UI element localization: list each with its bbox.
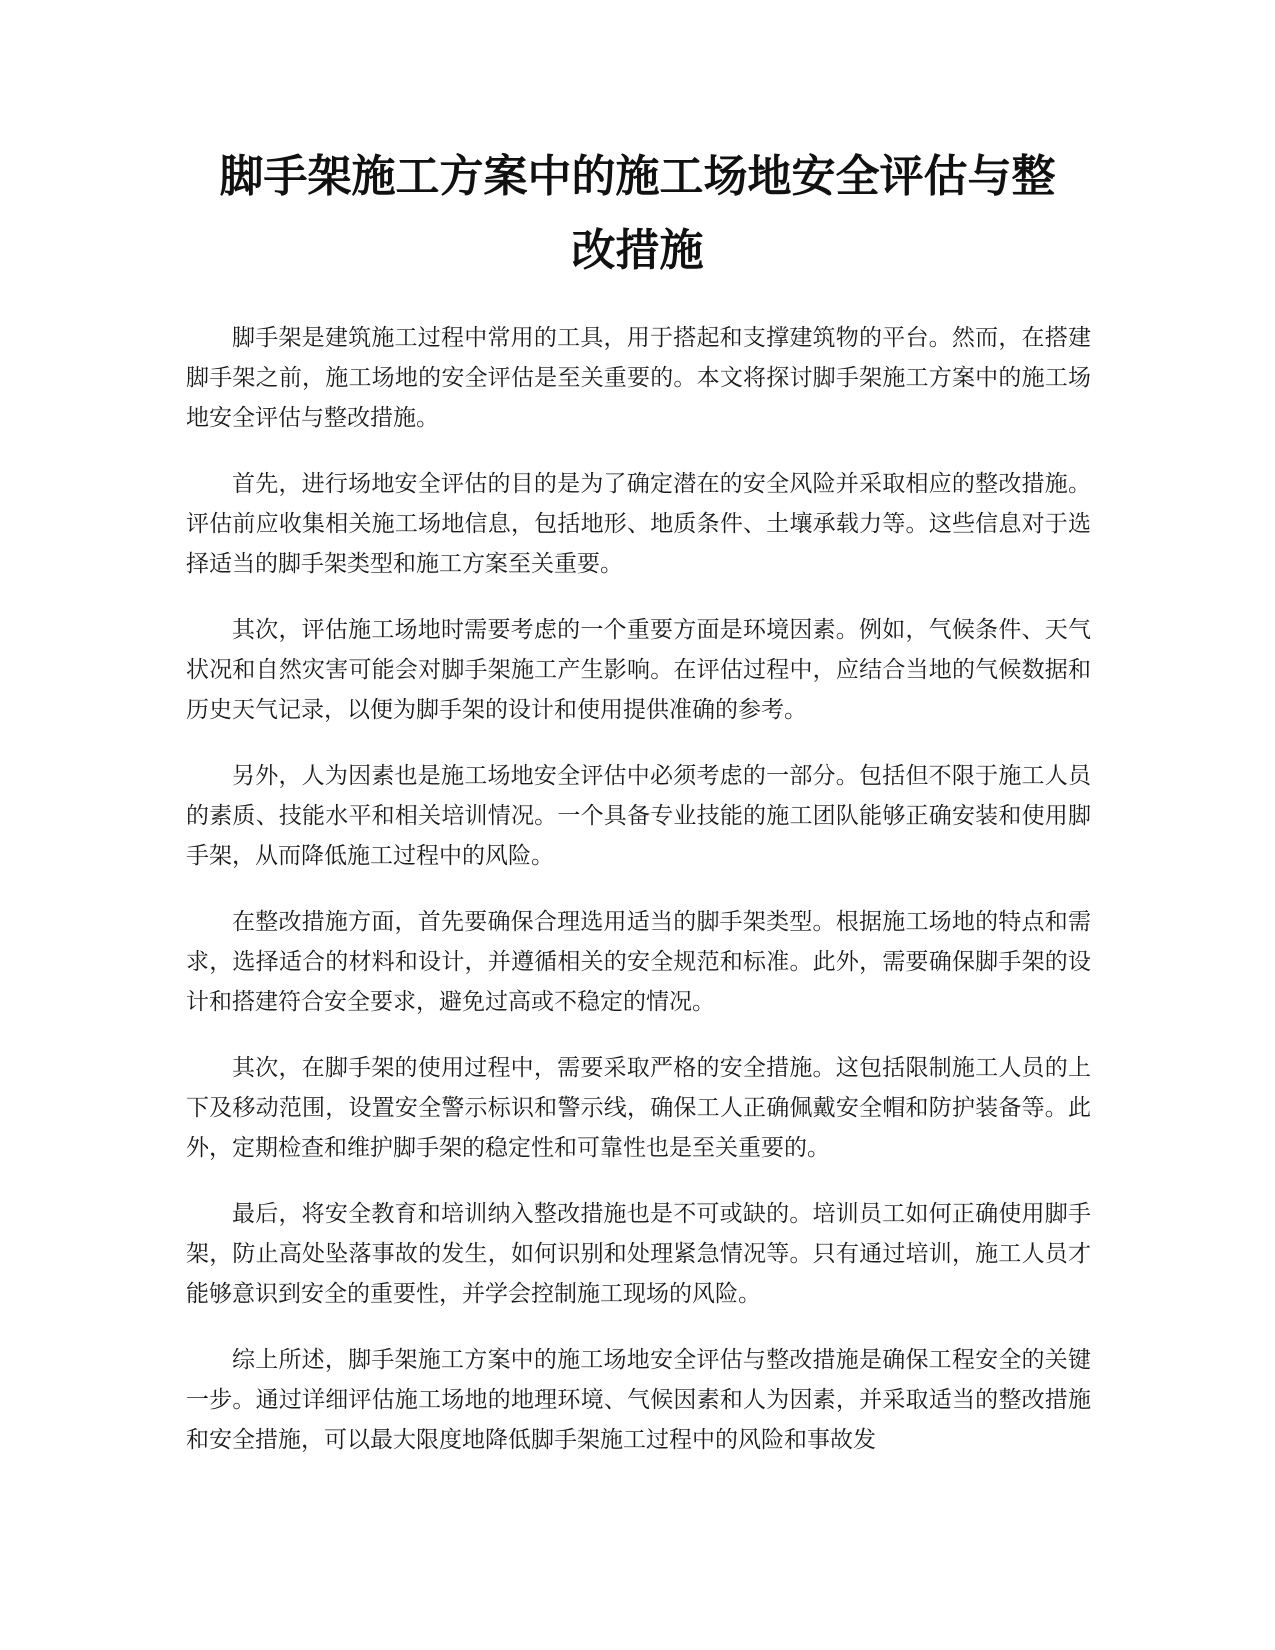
- paragraph-purpose: 首先，进行场地安全评估的目的是为了确定潜在的安全风险并采取相应的整改措施。评估前应收集相关施工场地信息，包括地形、地质条件、土壤承载力等。这些信息对于选择适当的脚手架类型和施工方案至关重要。: [186, 471, 1091, 577]
- document-title-line-1: 脚手架施工方案中的施工场地安全评估与整: [219, 151, 1056, 202]
- paragraph-scaffold-selection: 在整改措施方面，首先要确保合理选用适当的脚手架类型。根据施工场地的特点和需求，选择适合的材料和设计，并遵循相关的安全规范和标准。此外，需要确保脚手架的设计和搭建符合安全要求，避免过高或不稳定的情况。: [186, 909, 1091, 1015]
- document-body: [186, 318, 1091, 1486]
- paragraph-safety-measures: 其次，在脚手架的使用过程中，需要采取严格的安全措施。这包括限制施工人员的上下及移动范围，设置安全警示标识和警示线，确保工人正确佩戴安全帽和防护装备等。此外，定期检查和维护脚手架的稳定性和可靠性也是至关重要的。: [186, 1055, 1091, 1161]
- document-title-line-2: 改措施: [571, 225, 704, 276]
- paragraph-environment: 其次，评估施工场地时需要考虑的一个重要方面是环境因素。例如，气候条件、天气状况和自然灾害可能会对脚手架施工产生影响。在评估过程中，应结合当地的气候数据和历史天气记录，以便为脚手架的设计和使用提供准确的参考。: [186, 617, 1091, 723]
- paragraph-training: 最后，将安全教育和培训纳入整改措施也是不可或缺的。培训员工如何正确使用脚手架，防止高处坠落事故的发生，如何识别和处理紧急情况等。只有通过培训，施工人员才能够意识到安全的重要性，并学会控制施工现场的风险。: [186, 1201, 1091, 1307]
- document-title: [170, 140, 1105, 288]
- paragraph-conclusion: 综上所述，脚手架施工方案中的施工场地安全评估与整改措施是确保工程安全的关键一步。通过详细评估施工场地的地理环境、气候因素和人为因素，并采取适当的整改措施和安全措施，可以最大限度地降低脚手架施工过程中的风险和事故发: [186, 1347, 1091, 1453]
- paragraph-intro: 脚手架是建筑施工过程中常用的工具，用于搭起和支撑建筑物的平台。然而，在搭建脚手架之前，施工场地的安全评估是至关重要的。本文将探讨脚手架施工方案中的施工场地安全评估与整改措施。: [186, 325, 1091, 431]
- paragraph-human-factors: 另外，人为因素也是施工场地安全评估中必须考虑的一部分。包括但不限于施工人员的素质、技能水平和相关培训情况。一个具备专业技能的施工团队能够正确安装和使用脚手架，从而降低施工过程中的风险。: [186, 763, 1091, 869]
